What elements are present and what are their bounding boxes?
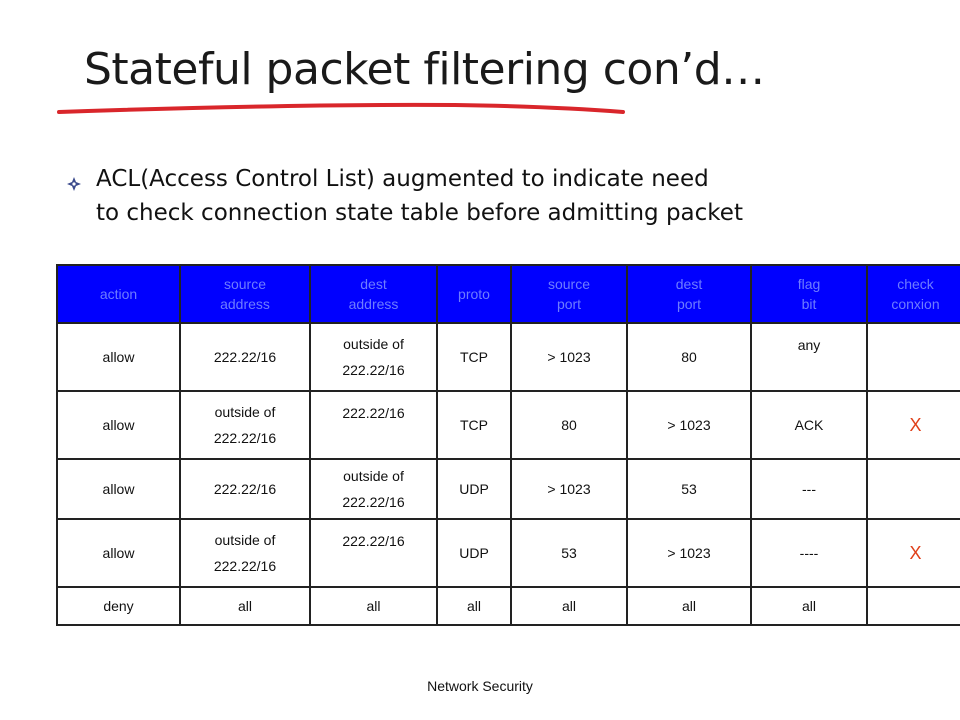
cell-source-port <box>511 519 627 587</box>
header-text: dest <box>675 276 703 292</box>
cell-text: 222.22/16 <box>342 533 405 549</box>
cell-dest-address <box>310 391 437 459</box>
cell-text: any <box>797 337 821 353</box>
cell-dest-port <box>627 323 751 391</box>
cell-source-address <box>180 323 310 391</box>
cell-action <box>57 459 180 519</box>
header-action <box>57 265 180 323</box>
cell-check-conxion <box>867 519 960 587</box>
cell-text: outside of <box>343 468 404 484</box>
cell-text: > 1023 <box>547 481 591 497</box>
header-text: flag <box>797 276 821 292</box>
header-dest-address <box>310 265 437 323</box>
cell-source-port <box>511 323 627 391</box>
cell-text: > 1023 <box>667 417 711 433</box>
cell-text: TCP <box>460 349 488 365</box>
cell-flag-bit <box>751 391 867 459</box>
cell-dest-address <box>310 587 437 625</box>
footer-text: Network Security <box>427 678 533 694</box>
cell-text: all <box>366 598 381 614</box>
header-text: port <box>556 296 582 312</box>
cell-text: 222.22/16 <box>342 362 405 378</box>
cell-text: outside of <box>343 336 404 352</box>
cell-text: 222.22/16 <box>213 558 277 574</box>
cell-source-address <box>180 391 310 459</box>
cell-check-conxion <box>867 587 960 625</box>
cell-action <box>57 519 180 587</box>
header-source-address <box>180 265 310 323</box>
cell-dest-address <box>310 519 437 587</box>
cell-text: allow <box>102 481 135 497</box>
cell-text: 53 <box>561 545 577 561</box>
header-text: dest <box>360 276 387 292</box>
cell-flag-bit <box>751 323 867 391</box>
slide-title: Stateful packet filtering con’d… <box>84 44 765 95</box>
cell-text: allow <box>102 545 135 561</box>
header-proto <box>437 265 511 323</box>
cell-dest-port <box>627 587 751 625</box>
cell-check-conxion <box>867 391 960 459</box>
header-text: address <box>220 296 270 312</box>
check-x-mark: X <box>909 415 922 435</box>
cell-dest-port <box>627 459 751 519</box>
table-row <box>57 519 960 587</box>
cell-dest-address <box>310 459 437 519</box>
cell-check-conxion <box>867 323 960 391</box>
cell-text: outside of <box>214 532 276 548</box>
table-row <box>57 459 960 519</box>
cell-text: 222.22/16 <box>213 349 277 365</box>
header-source-port <box>511 265 627 323</box>
cell-text: > 1023 <box>667 545 711 561</box>
cell-source-port <box>511 587 627 625</box>
header-check-conxion <box>867 265 960 323</box>
cell-text: > 1023 <box>547 349 591 365</box>
cell-flag-bit <box>751 519 867 587</box>
cell-text: 80 <box>561 417 577 433</box>
cell-proto <box>437 519 511 587</box>
cell-proto <box>437 323 511 391</box>
table-header-row <box>57 265 960 323</box>
header-text: bit <box>801 296 817 312</box>
cell-text: 222.22/16 <box>213 430 277 446</box>
cell-source-address <box>180 519 310 587</box>
cell-text: 222.22/16 <box>342 405 405 421</box>
header-text: proto <box>458 286 490 302</box>
cell-source-port <box>511 459 627 519</box>
cell-proto <box>437 391 511 459</box>
bullet-line-1: ACL(Access Control List) augmented to indicate need <box>96 166 709 192</box>
cell-text: UDP <box>459 481 489 497</box>
cell-text: ACK <box>794 417 824 433</box>
cell-source-port <box>511 391 627 459</box>
header-text: source <box>547 276 591 292</box>
cell-dest-address <box>310 323 437 391</box>
cell-proto <box>437 587 511 625</box>
red-underline-stroke <box>55 100 635 124</box>
cell-text: all <box>801 598 816 614</box>
cell-text: allow <box>102 349 135 365</box>
cell-text: allow <box>102 417 135 433</box>
table-row <box>57 323 960 391</box>
bullet-line-2: to check connection state table before admitting packet <box>96 200 743 226</box>
check-x-mark: X <box>909 543 922 563</box>
cell-dest-port <box>627 519 751 587</box>
header-text: source <box>223 276 267 292</box>
cell-action <box>57 391 180 459</box>
header-dest-port <box>627 265 751 323</box>
cell-text: 222.22/16 <box>213 481 277 497</box>
header-text: action <box>99 286 138 302</box>
cell-text: deny <box>103 598 134 614</box>
cell-flag-bit <box>751 587 867 625</box>
cell-text: UDP <box>459 545 489 561</box>
cell-text: TCP <box>460 417 488 433</box>
cell-text: all <box>681 598 696 614</box>
cell-text: all <box>561 598 576 614</box>
cell-action <box>57 323 180 391</box>
acl-table <box>56 264 960 626</box>
cell-proto <box>437 459 511 519</box>
table-row <box>57 391 960 459</box>
cell-text: all <box>237 598 252 614</box>
header-text: port <box>676 296 702 312</box>
header-text: address <box>348 296 399 312</box>
header-text: check <box>897 276 934 292</box>
cell-text: ---- <box>799 545 819 561</box>
diamond-bullet-icon <box>66 176 82 192</box>
cell-text: 222.22/16 <box>342 494 405 510</box>
cell-text: outside of <box>214 404 276 420</box>
cell-text: 80 <box>681 349 697 365</box>
cell-text: --- <box>802 481 816 497</box>
cell-dest-port <box>627 391 751 459</box>
bullet-text <box>96 162 876 230</box>
cell-flag-bit <box>751 459 867 519</box>
cell-source-address <box>180 587 310 625</box>
cell-check-conxion <box>867 459 960 519</box>
header-flag-bit <box>751 265 867 323</box>
cell-text: 53 <box>681 481 697 497</box>
cell-action <box>57 587 180 625</box>
table-row <box>57 587 960 625</box>
cell-text: all <box>466 598 481 614</box>
header-text: conxion <box>891 296 940 312</box>
cell-source-address <box>180 459 310 519</box>
